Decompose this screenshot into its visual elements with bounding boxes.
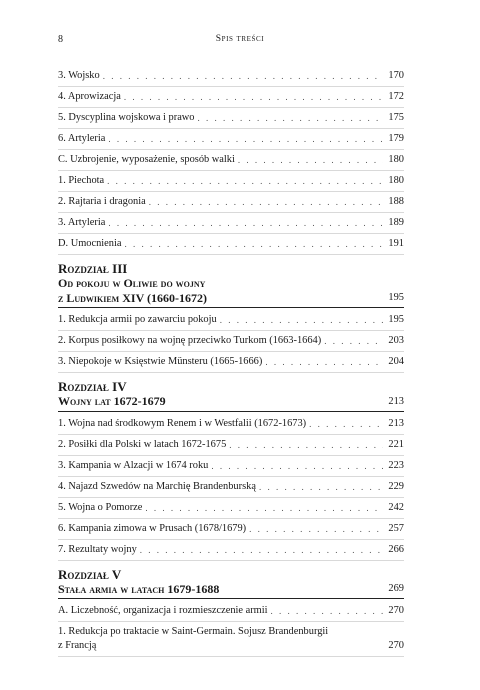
toc-entry <box>58 108 404 129</box>
toc-entry-label: 5. Wojna o Pomorze <box>58 501 143 513</box>
toc-entry-page: 242 <box>388 501 404 513</box>
leader-dots <box>249 522 383 536</box>
toc-entry-label: 3. Artyleria <box>58 217 106 228</box>
toc-entry <box>58 456 404 477</box>
leader-dots <box>238 153 383 167</box>
toc-entry-label: 3. Niepokoje w Księstwie Münsteru (1665-1666) <box>58 356 263 367</box>
leader-dots <box>108 216 383 230</box>
leader-dots <box>149 195 383 209</box>
toc-entry <box>58 331 404 352</box>
leader-dots <box>107 174 383 188</box>
leader-dots <box>211 459 383 473</box>
toc-entry-label: D. Umocnienia <box>58 238 122 249</box>
toc-entry <box>58 352 404 373</box>
toc-entry-page: 180 <box>388 154 404 165</box>
toc-entry <box>58 129 404 150</box>
chapter-subtitle: Stała armia w latach 1679-1688 <box>58 581 220 596</box>
toc-entry <box>58 622 404 657</box>
toc-entry <box>58 234 404 255</box>
toc-entry-label: A. Liczebność, organizacja i rozmieszczenie armii <box>58 605 268 616</box>
toc-entry-label: 1. Redukcja armii po zawarciu pokoju <box>58 314 217 325</box>
toc-entry <box>58 435 404 456</box>
toc-entry-label: 2. Korpus posiłkowy na wojnę przeciwko Turkom (1663-1664) <box>58 335 322 346</box>
leader-dots <box>103 69 383 83</box>
toc-entry-page: 180 <box>388 175 404 186</box>
toc-entry-label: 7. Rezultaty wojny <box>58 543 137 555</box>
leader-dots <box>124 237 383 251</box>
leader-dots <box>271 604 383 618</box>
toc-entry <box>58 540 404 561</box>
toc-entry-label: 1. Piechota <box>58 175 105 186</box>
running-head: Spis treści <box>215 34 265 44</box>
toc-entry <box>58 601 404 622</box>
toc-entry-label: 3. Wojsko <box>58 70 100 81</box>
toc-entry-label: 1. Wojna nad środkowym Renem i w Westfalii (1672-1673) <box>58 417 307 429</box>
leader-dots <box>259 480 383 494</box>
toc-entry-label: 3. Kampania w Alzacji w 1674 roku <box>58 459 209 471</box>
leader-dots <box>108 132 383 146</box>
toc-entry <box>58 192 404 213</box>
leader-dots <box>265 355 383 369</box>
toc-entry-page: 191 <box>388 238 404 249</box>
toc-entry-label: 6. Artyleria <box>58 133 106 144</box>
chapter-title: Rozdział V <box>58 566 122 582</box>
leader-dots <box>145 501 383 515</box>
chapter-title: Rozdział IV <box>58 379 127 394</box>
chapter-subtitle: Wojny lat 1672-1679 <box>58 394 166 408</box>
toc-entry-label: 2. Rajtaria i dragonia <box>58 196 146 207</box>
toc-entry-label: C. Uzbrojenie, wyposażenie, sposób walki <box>58 154 235 165</box>
toc-entry-page: 257 <box>388 522 404 534</box>
toc-entry-page: 270 <box>388 640 404 651</box>
toc-entry-label: 2. Posiłki dla Polski w latach 1672-1675 <box>58 438 227 450</box>
toc-entry-page: 204 <box>388 356 404 367</box>
toc-entry-label: 1. Redukcja po traktacie w Saint-Germain. Sojusz Brandenburgii z Francją <box>58 626 329 651</box>
toc-entry-page: 172 <box>388 91 404 102</box>
toc-entry-page: 189 <box>388 217 404 228</box>
toc-entry-page: 170 <box>388 70 404 81</box>
chapter-page: 195 <box>388 292 404 303</box>
toc-entry-label: 5. Dyscyplina wojskowa i prawo <box>58 112 195 123</box>
toc-entry-page: 270 <box>388 605 404 616</box>
leader-dots <box>124 90 383 104</box>
chapter-3-heading <box>58 261 404 308</box>
toc-entry-page: 213 <box>388 417 404 429</box>
toc-entry-page: 229 <box>388 480 404 492</box>
leader-dots <box>229 438 383 452</box>
toc-entry <box>58 477 404 498</box>
chapter-4-entries <box>58 414 404 561</box>
toc-entry <box>58 150 404 171</box>
toc-entry <box>58 171 404 192</box>
leader-dots <box>220 313 383 327</box>
chapter-page: 213 <box>388 395 404 407</box>
toc-entry <box>58 213 404 234</box>
table-of-contents <box>58 66 404 657</box>
chapter-subtitle: Od pokoju w Oliwie do wojny z Ludwikiem XIV (1660-1672) <box>58 276 208 305</box>
toc-group-1 <box>58 66 404 255</box>
leader-dots <box>309 417 383 431</box>
toc-entry <box>58 414 404 435</box>
chapter-5-heading <box>58 567 404 600</box>
chapter-page: 269 <box>388 583 404 594</box>
toc-entry <box>58 87 404 108</box>
toc-entry-page: 223 <box>388 459 404 471</box>
toc-entry-page: 203 <box>388 335 404 346</box>
toc-entry-label: 4. Aprowizacja <box>58 91 121 102</box>
toc-entry-page: 188 <box>388 196 404 207</box>
leader-dots <box>140 543 383 557</box>
toc-entry-page: 195 <box>388 314 404 325</box>
toc-entry <box>58 498 404 519</box>
chapter-3-entries <box>58 310 404 373</box>
chapter-4-heading <box>58 379 404 412</box>
toc-entry-page: 175 <box>388 112 404 123</box>
toc-entry <box>58 66 404 87</box>
leader-dots <box>324 334 383 348</box>
toc-entry <box>58 519 404 540</box>
toc-entry-label: 6. Kampania zimowa w Prusach (1678/1679) <box>58 522 247 534</box>
page-number: 8 <box>58 34 63 45</box>
toc-entry-page: 179 <box>388 133 404 144</box>
toc-entry <box>58 310 404 331</box>
leader-dots <box>198 111 384 125</box>
toc-entry-page: 266 <box>388 543 404 555</box>
chapter-title: Rozdział III <box>58 261 128 276</box>
toc-entry-label: 4. Najazd Szwedów na Marchię Brandenburską <box>58 480 256 492</box>
toc-entry-page: 221 <box>388 438 404 450</box>
chapter-5-entries <box>58 601 404 622</box>
